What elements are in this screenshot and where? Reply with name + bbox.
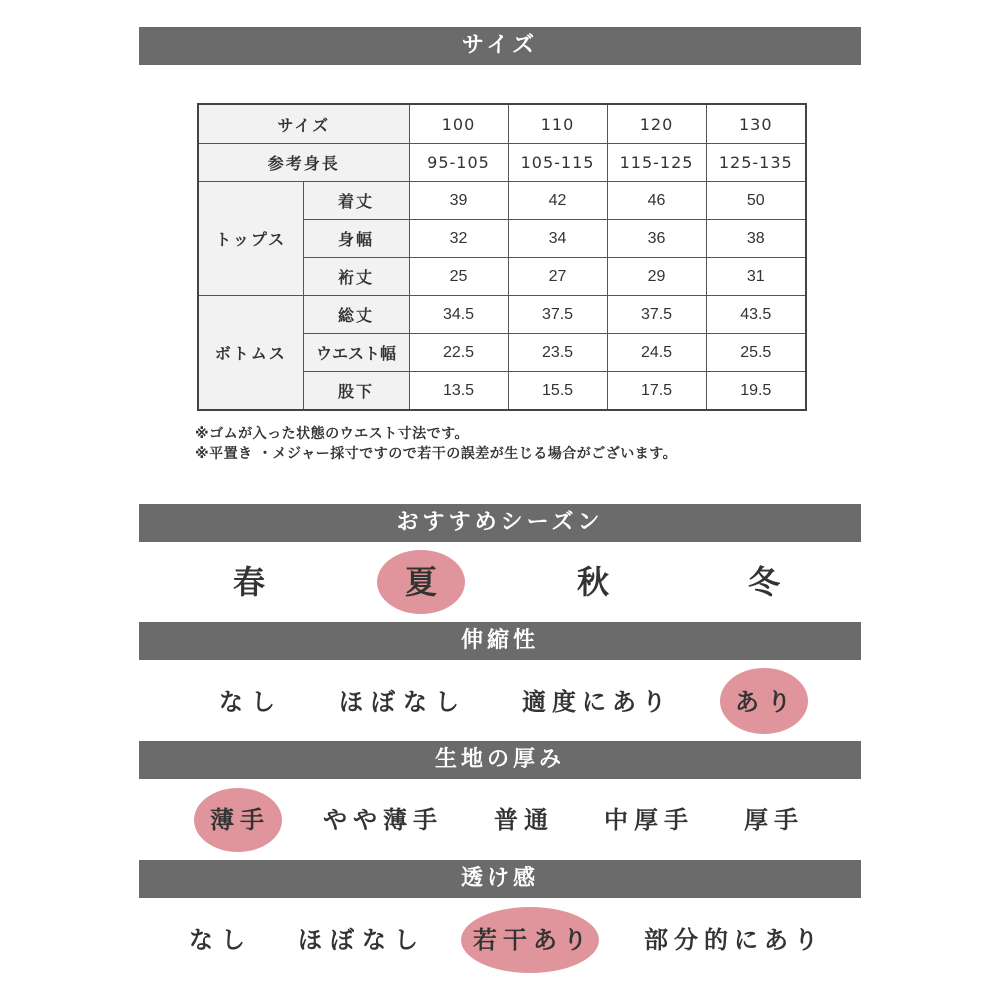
transparency-option-almost-none: ほぼなし [298,926,426,954]
thickness-option-thin: 薄手 [210,806,270,834]
measure-name-cell: 総丈 [303,296,409,334]
value-cell: 36 [607,220,706,258]
thickness-options [0,785,1000,855]
value-cell: 19.5 [706,372,806,411]
size-cell: 120 [607,104,706,144]
bottoms-label-cell: ボトムス [198,296,303,411]
measure-name-cell: 身幅 [303,220,409,258]
stretch-option-moderate: 適度にあり [522,688,672,716]
size-label-cell: サイズ [198,104,409,144]
thickness-option-normal: 普通 [494,806,554,834]
height-cell: 125-135 [706,144,806,182]
season-option-autumn: 秋 [576,563,610,601]
value-cell: 32 [409,220,508,258]
size-section-header: サイズ [139,27,861,65]
value-cell: 22.5 [409,334,508,372]
note-line: ※平置き ・メジャー採寸ですので若干の誤差が生じる場合がございます。 [195,446,678,462]
value-cell: 42 [508,182,607,220]
table-row [198,182,806,220]
stretch-options [0,667,1000,737]
note-line: ※ゴムが入った状態のウエスト寸法です。 [195,426,469,442]
transparency-option-partial: 部分的にあり [644,926,824,954]
height-cell: 95-105 [409,144,508,182]
size-row [198,104,806,144]
value-cell: 29 [607,258,706,296]
season-option-spring: 春 [232,563,266,601]
transparency-option-slight: 若干あり [473,926,593,954]
value-cell: 34 [508,220,607,258]
thickness-header: 生地の厚み [139,741,861,779]
stretch-option-almost-none: ほぼなし [339,688,467,716]
thickness-option-thick: 厚手 [744,806,804,834]
value-cell: 43.5 [706,296,806,334]
value-cell: 13.5 [409,372,508,411]
season-header: おすすめシーズン [139,504,861,542]
season-options [0,547,1000,617]
value-cell: 39 [409,182,508,220]
transparency-header: 透け感 [139,860,861,898]
height-cell: 105-115 [508,144,607,182]
thickness-option-slightly-thin: やや薄手 [323,806,443,834]
tops-label-cell: トップス [198,182,303,296]
value-cell: 31 [706,258,806,296]
value-cell: 37.5 [607,296,706,334]
stretch-header: 伸縮性 [139,622,861,660]
value-cell: 23.5 [508,334,607,372]
value-cell: 17.5 [607,372,706,411]
measure-name-cell: 股下 [303,372,409,411]
stretch-option-yes: あり [735,688,799,716]
value-cell: 15.5 [508,372,607,411]
value-cell: 27 [508,258,607,296]
size-notes [195,424,677,464]
value-cell: 24.5 [607,334,706,372]
size-cell: 130 [706,104,806,144]
value-cell: 50 [706,182,806,220]
height-cell: 115-125 [607,144,706,182]
height-label-cell: 参考身長 [198,144,409,182]
value-cell: 37.5 [508,296,607,334]
measure-name-cell: 裄丈 [303,258,409,296]
size-cell: 100 [409,104,508,144]
transparency-option-none: なし [189,926,253,954]
value-cell: 25 [409,258,508,296]
season-option-summer: 夏 [404,563,438,601]
value-cell: 25.5 [706,334,806,372]
stretch-option-none: なし [219,688,283,716]
value-cell: 34.5 [409,296,508,334]
height-row [198,144,806,182]
size-cell: 110 [508,104,607,144]
value-cell: 46 [607,182,706,220]
transparency-options [0,905,1000,975]
table-row [198,296,806,334]
size-table [197,103,807,411]
measure-name-cell: ウエスト幅 [303,334,409,372]
season-option-winter: 冬 [747,563,781,601]
measure-name-cell: 着丈 [303,182,409,220]
thickness-option-medium-thick: 中厚手 [604,806,694,834]
value-cell: 38 [706,220,806,258]
